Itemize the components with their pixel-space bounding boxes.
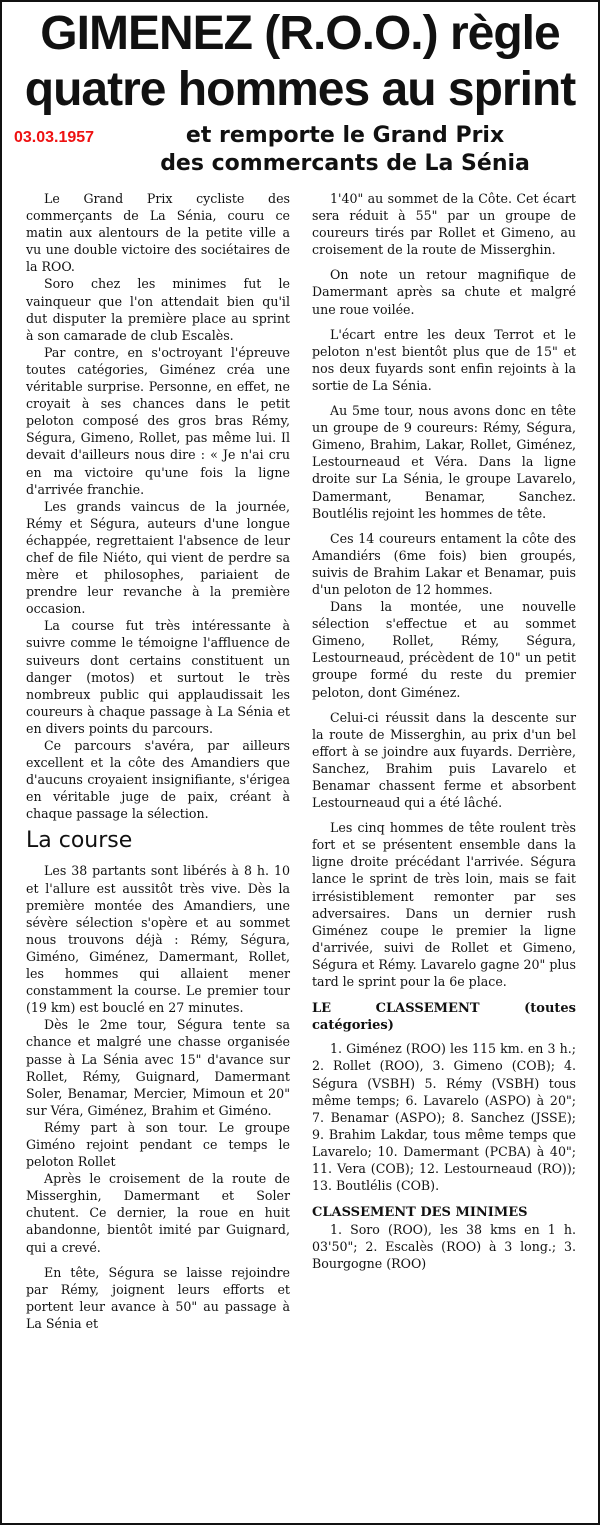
article-body	[2, 178, 598, 1332]
article-column-left	[26, 190, 290, 1332]
paragraph: Ces 14 coureurs entament la côte des Amandiérs (6me fois) bien groupés, suivis de Brahim Lakar et Benamar, puis d'un peloton de 12 hommes.	[312, 530, 576, 597]
paragraph: Les cinq hommes de tête roulent très fort et se présentent ensemble dans la ligne droite précédant l'arrivée. Ségura lance le sprint de très loin, mais se fait irrésistiblement remonter par ses adversaires. Dans un dernier rush Giménez coupe le premier la ligne d'arrivée, suivi de Rollet et Gimeno, Ségura et Rémy. Lavarelo gagne 20" plus tard le sprint pour la 6e place.	[312, 820, 576, 990]
headline-line-1: GIMENEZ (R.O.O.) règle	[40, 7, 560, 60]
subheadline-row	[2, 122, 598, 178]
paragraph: Dès le 2me tour, Ségura tente sa chance et malgré une chasse organisée passe à La Sénia avec 15" d'avance sur Rollet, Rémy, Guignard, Damermant Soler, Benamar, Mercier, Mimoun et 20" sur Véra, Giménez, Brahim et Giméno.	[26, 1017, 290, 1118]
paragraph: Au 5me tour, nous avons donc en tête un groupe de 9 coureurs: Rémy, Ségura, Gimeno, Brahim, Lakar, Rollet, Giménez, Lestourneaud et Véra. Dans la ligne droite sur La Sénia, le groupe Lavarelo, Damermant, Benamar, Sanchez. Boutlélis rejoint les hommes de tête.	[312, 403, 576, 521]
ranking-minimes-heading: CLASSEMENT DES MINIMES	[312, 1205, 528, 1221]
paragraph: La course fut très intéressante à suivre comme le témoigne l'affluence de suiveurs dont certains constituent un danger (motos) et surtout le très nombreux public qui applaudissait les coureurs à chaque passage à La Sénia et en divers points du parcours.	[26, 618, 290, 736]
headline	[2, 6, 598, 118]
paragraph: Celui-ci réussit dans la descente sur la route de Misserghin, au prix d'un bel effort à se joindre aux fuyards. Derrière, Sanchez, Brahim puis Lavarelo et Benamar chassent ferme et absorbent Lestourneaud qui a été lâché.	[312, 709, 576, 811]
paragraph: Les 38 partants sont libérés à 8 h. 10 et l'allure est aussitôt très vive. Dès la première montée des Amandiers, une sévère sélection s'opère et au sommet nous trouvons déjà : Rémy, Ségura, Giméno, Giménez, Damermant, Rollet, les hommes qui allaient mener constamment la course. Le premier tour (19 km) est bouclé en 27 minutes.	[26, 863, 290, 1016]
ranking-general-results: 1. Giménez (ROO) les 115 km. en 3 h.; 2. Rollet (ROO), 3. Gimeno (COB); 4. Ségura (VSBH) 5. Rémy (VSBH) tous même temps; 6. Lavarelo (ASPO) à 20"; 7. Benamar (ASPO); 8. Sanchez (JSSE); 9. Brahim Lakdar, tous même temps que Lavarelo; 10. Damermant (PCBA) à 40"; 11. Vera (COB); 12. Lestourneaud (RO)); 13. Boutlélis (COB).	[312, 1041, 576, 1194]
subheadline-line-1: et remporte le Grand Prix	[185, 123, 505, 148]
paragraph: Ce parcours s'avéra, par ailleurs excellent et la côte des Amandiers que d'aucuns croyaient insignifiante, s'érigea en véritable juge de paix, créant à chaque passage la sélection.	[26, 738, 290, 822]
ranking-general-subtitle: (toutes catégories)	[312, 1001, 576, 1034]
ranking-general-title: LE CLASSEMENT	[312, 1001, 480, 1017]
ranking-general-heading	[312, 1000, 576, 1034]
ranking-minimes-results: 1. Soro (ROO), les 38 kms en 1 h. 03'50"; 2. Escalès (ROO) à 3 long.; 3. Bourgogne (ROO)	[312, 1222, 576, 1272]
subheadline	[100, 122, 590, 178]
paragraph: Rémy part à son tour. Le groupe Giméno rejoint pendant ce temps le peloton Rollet	[26, 1119, 290, 1170]
date-stamp: 03.03.1957	[14, 129, 95, 146]
paragraph: Après le croisement de la route de Misserghin, Damermant et Soler chutent. Ce dernier, la roue en huit abandonne, bientôt imité par Guignard, qui a crevé.	[26, 1171, 290, 1255]
section-title-la-course: La course	[26, 828, 133, 854]
paragraph: En tête, Ségura se laisse rejoindre par Rémy, joignent leurs efforts et portent leur avance à 50" au passage à La Sénia et	[26, 1264, 290, 1331]
paragraph: Dans la montée, une nouvelle sélection s'effectue et au sommet Gimeno, Rollet, Rémy, Ségura, Lestourneaud, précèdent de 10" un petit groupe formé du reste du premier peloton, dont Giménez.	[312, 599, 576, 700]
subheadline-line-2: des commercants de La Sénia	[160, 151, 530, 176]
paragraph: Le Grand Prix cycliste des commerçants de La Sénia, couru ce matin aux alentours de la petite ville a vu une double victoire des sociétaires de la ROO.	[26, 191, 290, 275]
paragraph: L'écart entre les deux Terrot et le peloton n'est bientôt plus que de 15" et nos deux fuyards sont enfin rejoints à la sortie de La Sénia.	[312, 326, 576, 393]
paragraph: On note un retour magnifique de Damermant après sa chute et malgré une roue voilée.	[312, 267, 576, 317]
paragraph: Les grands vaincus de la journée, Rémy et Ségura, auteurs d'une longue échappée, regrettaient l'absence de leur chef de file Niéto, qui vient de perdre sa mère et philosophes, pariaient de prendre leur revanche à la première occasion.	[26, 498, 290, 617]
paragraph: 1'40" au sommet de la Côte. Cet écart sera réduit à 55" par un groupe de coureurs tirés par Rollet et Gimeno, au croisement de la route de Misserghin.	[312, 191, 576, 258]
headline-line-2: quatre hommes au sprint	[24, 63, 576, 116]
paragraph: Par contre, en s'octroyant l'épreuve toutes catégories, Giménez créa une véritable surprise. Personne, en effet, ne croyait à ses chances dans le petit peloton composé des gros bras Rémy, Ségura, Gimeno, Rollet, pas même lui. Il devait d'ailleurs nous dire : « Je n'ai cru en ma victoire qu'une fois la ligne d'arrivée franchie.	[26, 344, 290, 497]
paragraph: Soro chez les minimes fut le vainqueur que l'on attendait bien qu'il dut disputer la première place au sprint à son camarade de club Escalès.	[26, 276, 290, 343]
article-column-right	[312, 190, 576, 1273]
